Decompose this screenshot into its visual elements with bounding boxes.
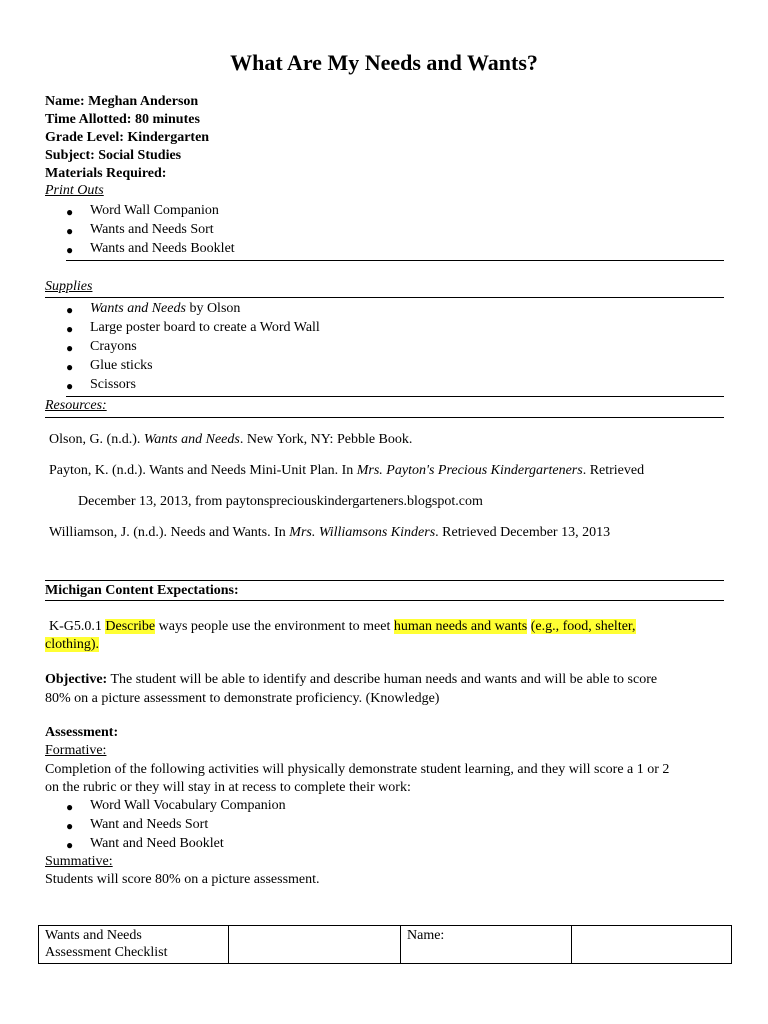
highlight: clothing). bbox=[45, 637, 100, 652]
divider bbox=[66, 260, 724, 261]
book-author: by Olson bbox=[185, 301, 241, 316]
blank-cell bbox=[229, 926, 401, 964]
divider bbox=[45, 580, 724, 581]
checklist-title: Assessment Checklist bbox=[45, 945, 168, 960]
assessment-checklist-table bbox=[38, 925, 732, 964]
expectation-line-1 bbox=[49, 619, 636, 635]
bullet: ● bbox=[66, 205, 74, 219]
supply-item-book bbox=[90, 301, 240, 317]
objective-line-1 bbox=[45, 672, 657, 688]
highlight: human needs and wants bbox=[393, 619, 528, 634]
reference-text: . Retrieved December 13, 2013 bbox=[435, 525, 611, 540]
assessment-heading: Assessment: bbox=[45, 725, 119, 740]
checklist-title: Wants and Needs bbox=[45, 928, 142, 943]
reference-text: . Retrieved bbox=[582, 463, 645, 478]
print-outs-heading: Print Outs bbox=[45, 183, 104, 198]
bullet: ● bbox=[66, 243, 74, 257]
reference-text: Payton, K. (n.d.). Wants and Needs Mini-Unit Plan. In bbox=[49, 463, 357, 478]
book-title: Wants and Needs bbox=[90, 301, 186, 316]
formative-text-2: on the rubric or they will stay in at recess to complete their work: bbox=[45, 780, 411, 795]
materials-heading: Materials Required: bbox=[45, 166, 167, 181]
table-row bbox=[39, 926, 732, 964]
print-out-item: Wants and Needs Booklet bbox=[90, 241, 235, 256]
reference-title: Wants and Needs bbox=[143, 432, 240, 447]
highlight: Describe bbox=[105, 619, 156, 634]
assessment-item: Word Wall Vocabulary Companion bbox=[90, 798, 286, 813]
bullet: ● bbox=[66, 800, 74, 814]
highlight: (e.g., food, shelter, bbox=[530, 619, 636, 634]
print-out-item: Wants and Needs Sort bbox=[90, 222, 214, 237]
grade-level: Grade Level: Kindergarten bbox=[45, 130, 210, 145]
assessment-item: Want and Need Booklet bbox=[90, 836, 224, 851]
supply-item: Glue sticks bbox=[90, 358, 153, 373]
reference-title: Mrs. Williamsons Kinders bbox=[289, 525, 436, 540]
resources-heading: Resources: bbox=[45, 398, 107, 413]
expectation-text: ways people use the environment to meet bbox=[155, 619, 394, 634]
name-label: Name: bbox=[407, 928, 445, 943]
bullet: ● bbox=[66, 341, 74, 355]
objective-line-2: 80% on a picture assessment to demonstrate proficiency. (Knowledge) bbox=[45, 691, 440, 706]
bullet: ● bbox=[66, 379, 74, 393]
bullet: ● bbox=[66, 322, 74, 336]
supplies-heading: Supplies bbox=[45, 279, 93, 294]
supply-item: Crayons bbox=[90, 339, 137, 354]
reference-payton bbox=[49, 463, 644, 479]
subject: Subject: Social Studies bbox=[45, 148, 182, 163]
bullet: ● bbox=[66, 819, 74, 833]
formative-text-1: Completion of the following activities will physically demonstrate student learning, and they will score a 1 or 2 bbox=[45, 762, 670, 777]
divider bbox=[45, 600, 724, 601]
name-cell bbox=[401, 926, 572, 964]
supply-item: Large poster board to create a Word Wall bbox=[90, 320, 320, 335]
checklist-title-cell bbox=[39, 926, 229, 964]
expectation-line-2 bbox=[45, 637, 99, 653]
print-out-item: Word Wall Companion bbox=[90, 203, 219, 218]
time-allotted: Time Allotted: 80 minutes bbox=[45, 112, 200, 127]
reference-payton-cont: December 13, 2013, from paytonspreciouskindergarteners.blogspot.com bbox=[78, 494, 483, 509]
bullet: ● bbox=[66, 838, 74, 852]
objective-text: The student will be able to identify and describe human needs and wants and will be able to score bbox=[107, 672, 658, 687]
blank-cell bbox=[572, 926, 732, 964]
bullet: ● bbox=[66, 360, 74, 374]
supply-item: Scissors bbox=[90, 377, 136, 392]
bullet: ● bbox=[66, 224, 74, 238]
reference-text: Williamson, J. (n.d.). Needs and Wants. In bbox=[49, 525, 290, 540]
divider bbox=[66, 396, 724, 397]
reference-williamson bbox=[49, 525, 610, 541]
assessment-item: Want and Needs Sort bbox=[90, 817, 209, 832]
divider bbox=[45, 297, 724, 298]
summative-text: Students will score 80% on a picture assessment. bbox=[45, 872, 320, 887]
reference-text: Olson, G. (n.d.). bbox=[49, 432, 144, 447]
bullet: ● bbox=[66, 303, 74, 317]
expectation-code: K-G5.0.1 bbox=[49, 619, 106, 634]
objective-label: Objective: bbox=[45, 672, 108, 687]
expectations-heading: Michigan Content Expectations: bbox=[45, 583, 239, 598]
reference-text: . New York, NY: Pebble Book. bbox=[239, 432, 413, 447]
page-title: What Are My Needs and Wants? bbox=[230, 50, 538, 75]
reference-title: Mrs. Payton's Precious Kindergarteners bbox=[356, 463, 583, 478]
teacher-name: Name: Meghan Anderson bbox=[45, 94, 199, 109]
reference-olson bbox=[49, 432, 412, 448]
formative-heading: Formative: bbox=[45, 743, 107, 758]
divider bbox=[45, 417, 724, 418]
summative-heading: Summative: bbox=[45, 854, 113, 869]
